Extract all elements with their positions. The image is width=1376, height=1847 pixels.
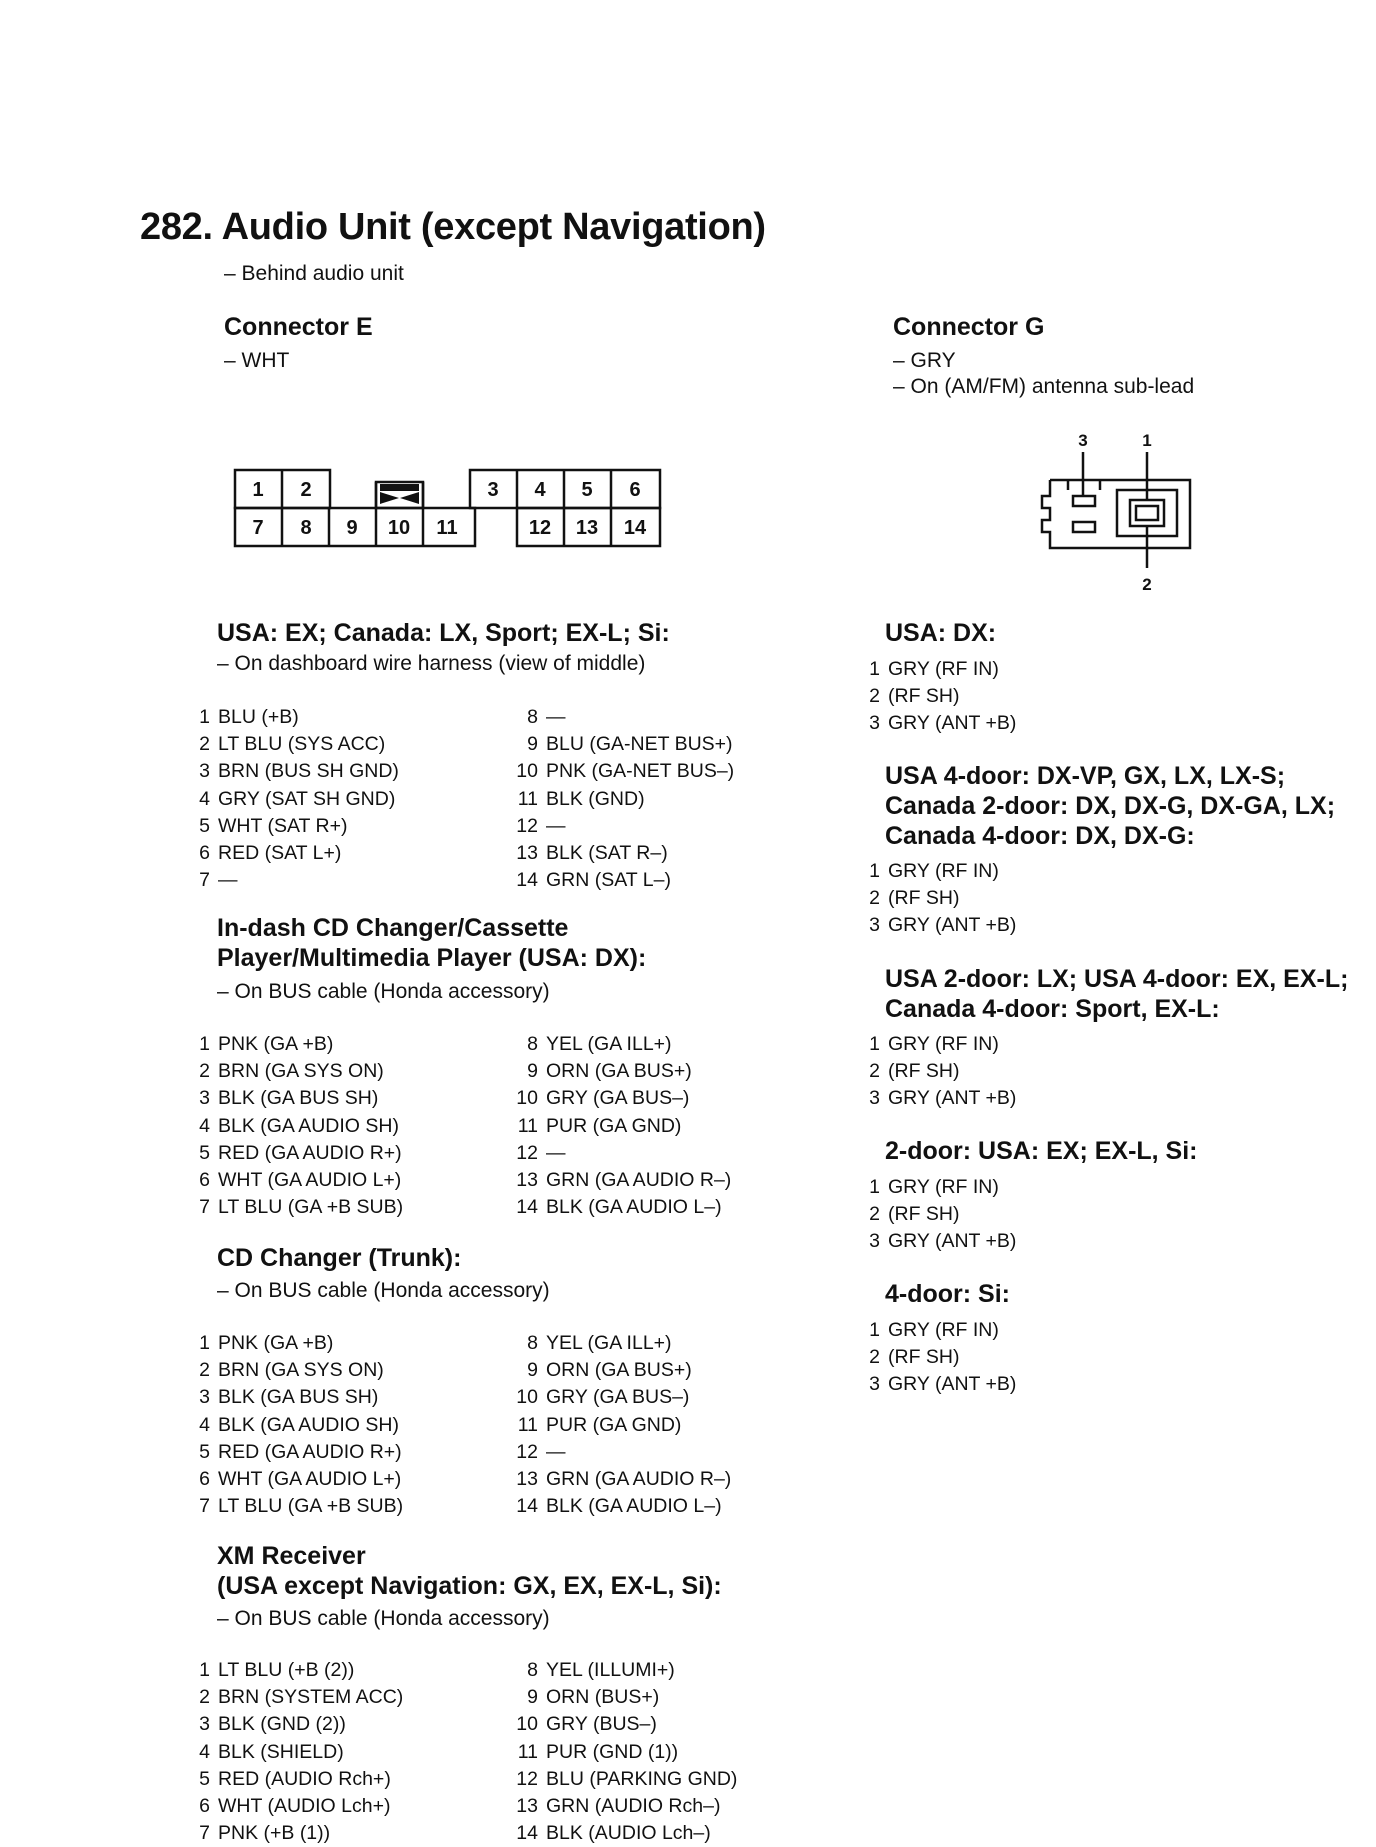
connector-e-pin-9: 9 bbox=[346, 517, 358, 539]
pin-number: 12 bbox=[516, 814, 538, 837]
pin-number: 4 bbox=[199, 1114, 210, 1137]
pin-number: 1 bbox=[199, 1332, 210, 1354]
pin-list-right bbox=[500, 1031, 731, 1221]
pin-number: 7 bbox=[199, 869, 210, 892]
pin-wire-label: GRY (RF IN) bbox=[888, 658, 999, 680]
pin-number: 11 bbox=[517, 1413, 538, 1436]
section-heading-line: USA: EX; Canada: LX, Sport; EX-L; Si: bbox=[217, 619, 670, 647]
section-heading-line: 4-door: Si: bbox=[885, 1280, 1010, 1308]
pin-wire-label: — bbox=[546, 706, 566, 728]
pin-number: 6 bbox=[199, 1794, 210, 1817]
pin-number: 14 bbox=[516, 869, 538, 892]
pin-wire-label: WHT (GA AUDIO L+) bbox=[218, 1467, 402, 1490]
pin-wire-label: GRY (ANT +B) bbox=[888, 712, 1017, 735]
pin-row bbox=[190, 1493, 403, 1520]
pin-row bbox=[500, 1085, 731, 1112]
pin-row bbox=[190, 813, 399, 840]
pin-row bbox=[500, 786, 734, 813]
pin-row bbox=[500, 1031, 731, 1058]
pin-wire-label: BLK (AUDIO Lch–) bbox=[546, 1822, 711, 1845]
pin-wire-label: PNK (GA +B) bbox=[218, 1033, 334, 1055]
pin-row bbox=[190, 867, 399, 894]
pin-wire-label: — bbox=[546, 1440, 566, 1463]
pin-row bbox=[190, 1167, 403, 1194]
pin-row bbox=[500, 1439, 731, 1466]
section-2door-usa-ex-heading bbox=[885, 1136, 1198, 1166]
pin-number: 2 bbox=[869, 887, 880, 910]
pin-wire-label: ORN (GA BUS+) bbox=[546, 1359, 692, 1382]
pin-row bbox=[860, 1085, 1016, 1112]
pin-row bbox=[860, 683, 1016, 710]
pin-list-g bbox=[860, 858, 1016, 940]
pin-number: 3 bbox=[869, 1087, 880, 1110]
pin-number: 7 bbox=[199, 1495, 210, 1518]
pin-row bbox=[860, 858, 1016, 885]
pin-list-left bbox=[190, 1330, 403, 1520]
pin-number: 3 bbox=[199, 1713, 210, 1736]
pin-row bbox=[500, 1167, 731, 1194]
section-heading-line: 2-door: USA: EX; EX-L, Si: bbox=[885, 1137, 1198, 1165]
section-usa-4door-dxvp-heading bbox=[885, 761, 1335, 851]
connector-e-pin-10: 10 bbox=[387, 517, 411, 539]
pin-number: 10 bbox=[516, 760, 538, 783]
pin-number: 2 bbox=[869, 1060, 880, 1083]
pin-number: 13 bbox=[516, 1794, 538, 1817]
pin-wire-label: GRN (SAT L–) bbox=[546, 869, 671, 892]
pin-row bbox=[190, 1330, 403, 1357]
pin-row bbox=[860, 1201, 1016, 1228]
section-heading-line: (USA except Navigation: GX, EX, EX-L, Si): bbox=[217, 1572, 722, 1600]
pin-number: 1 bbox=[199, 1033, 210, 1055]
pin-row bbox=[190, 1058, 403, 1085]
connector-e-pin-12: 12 bbox=[528, 517, 552, 539]
pin-row bbox=[860, 1317, 1016, 1344]
pin-row bbox=[500, 1820, 737, 1847]
pin-wire-label: BLK (SHIELD) bbox=[218, 1740, 344, 1763]
section-usa-dx-heading bbox=[885, 618, 996, 648]
location-note: – Behind audio unit bbox=[224, 262, 404, 285]
pin-wire-label: GRY (ANT +B) bbox=[888, 1087, 1017, 1110]
pin-number: 11 bbox=[517, 1740, 538, 1763]
pin-row bbox=[190, 1657, 403, 1684]
pin-row bbox=[190, 1113, 403, 1140]
connector-e-pin-3: 3 bbox=[487, 479, 499, 501]
pin-row bbox=[500, 731, 734, 758]
pin-row bbox=[190, 731, 399, 758]
section-heading-line: USA 2-door: LX; USA 4-door: EX, EX-L; bbox=[885, 965, 1349, 993]
pin-wire-label: BRN (SYSTEM ACC) bbox=[218, 1686, 404, 1709]
pin-number: 10 bbox=[516, 1386, 538, 1409]
pin-wire-label: LT BLU (+B (2)) bbox=[218, 1659, 355, 1681]
pin-list-g bbox=[860, 1174, 1016, 1256]
section-xm-receiver-note: – On BUS cable (Honda accessory) bbox=[217, 1607, 550, 1630]
pin-wire-label: BLU (PARKING GND) bbox=[546, 1767, 738, 1790]
connector-e-pin-11: 11 bbox=[436, 517, 458, 539]
pin-wire-label: PUR (GA GND) bbox=[546, 1413, 682, 1436]
pin-wire-label: GRN (GA AUDIO R–) bbox=[546, 1168, 732, 1191]
pin-row bbox=[190, 1820, 403, 1847]
pin-row bbox=[500, 1357, 731, 1384]
pin-list-g bbox=[860, 1317, 1016, 1399]
pin-wire-label: BRN (GA SYS ON) bbox=[218, 1359, 384, 1382]
pin-list-right bbox=[500, 704, 734, 894]
pin-wire-label: BRN (GA SYS ON) bbox=[218, 1060, 384, 1083]
pin-wire-label: (RF SH) bbox=[888, 1060, 960, 1083]
pin-number: 3 bbox=[199, 1386, 210, 1409]
pin-wire-label: — bbox=[546, 814, 566, 837]
pin-number: 3 bbox=[869, 1230, 880, 1253]
section-heading-line: Canada 2-door: DX, DX-G, DX-GA, LX; bbox=[885, 792, 1336, 820]
section-heading-line: XM Receiver bbox=[217, 1542, 366, 1570]
pin-wire-label: BLK (GA AUDIO L–) bbox=[546, 1196, 722, 1219]
pin-row bbox=[500, 840, 734, 867]
pin-number: 1 bbox=[869, 658, 880, 680]
pin-row bbox=[190, 1466, 403, 1493]
connector-e-diagram bbox=[230, 462, 670, 552]
section-heading-line: USA 4-door: DX-VP, GX, LX, LX-S; bbox=[885, 762, 1286, 790]
connector-e-pin-8: 8 bbox=[300, 517, 312, 539]
pin-row bbox=[500, 1739, 737, 1766]
pin-wire-label: BLK (GND (2)) bbox=[218, 1713, 346, 1736]
pin-number: 8 bbox=[527, 706, 538, 728]
connector-g-color: – GRY bbox=[893, 349, 956, 372]
pin-wire-label: (RF SH) bbox=[888, 1203, 960, 1226]
pin-number: 5 bbox=[199, 1141, 210, 1164]
pin-row bbox=[860, 1344, 1016, 1371]
connector-g-pin-2: 2 bbox=[1142, 575, 1152, 594]
pin-number: 3 bbox=[199, 1087, 210, 1110]
pin-row bbox=[500, 867, 734, 894]
pin-number: 14 bbox=[516, 1196, 538, 1219]
pin-number: 3 bbox=[869, 1373, 880, 1396]
pin-row bbox=[190, 1793, 403, 1820]
pin-number: 1 bbox=[199, 706, 210, 728]
pin-wire-label: GRY (ANT +B) bbox=[888, 1373, 1017, 1396]
pin-row bbox=[190, 1711, 403, 1738]
pin-row bbox=[500, 1113, 731, 1140]
pin-row bbox=[860, 1031, 1016, 1058]
pin-number: 4 bbox=[199, 1740, 210, 1763]
pin-list-left bbox=[190, 1657, 403, 1847]
pin-row bbox=[500, 1793, 737, 1820]
pin-number: 2 bbox=[869, 685, 880, 708]
pin-list-g bbox=[860, 1031, 1016, 1113]
pin-row bbox=[190, 840, 399, 867]
page-title: 282. Audio Unit (except Navigation) bbox=[140, 206, 766, 248]
section-heading-line: USA: DX: bbox=[885, 619, 997, 647]
pin-row bbox=[190, 1412, 403, 1439]
pin-row bbox=[190, 758, 399, 785]
section-in-dash-cd-heading bbox=[217, 913, 646, 973]
pin-number: 12 bbox=[516, 1141, 538, 1164]
connector-g-location: – On (AM/FM) antenna sub-lead bbox=[893, 375, 1195, 398]
pin-list-right bbox=[500, 1657, 737, 1847]
pin-row bbox=[500, 1058, 731, 1085]
connector-g-pin-1: 1 bbox=[1142, 432, 1152, 450]
pin-row bbox=[500, 1412, 731, 1439]
pin-number: 10 bbox=[516, 1713, 538, 1736]
section-heading-line: CD Changer (Trunk): bbox=[217, 1244, 462, 1272]
pin-wire-label: LT BLU (GA +B SUB) bbox=[218, 1196, 404, 1219]
pin-number: 4 bbox=[199, 787, 210, 810]
pin-number: 13 bbox=[516, 1467, 538, 1490]
pin-wire-label: YEL (GA ILL+) bbox=[546, 1033, 672, 1055]
pin-wire-label: GRN (AUDIO Rch–) bbox=[546, 1794, 721, 1817]
pin-number: 5 bbox=[199, 814, 210, 837]
pin-number: 2 bbox=[869, 1203, 880, 1226]
pin-number: 5 bbox=[199, 1767, 210, 1790]
pin-row bbox=[500, 1657, 737, 1684]
pin-wire-label: BLK (GA AUDIO SH) bbox=[218, 1413, 399, 1436]
pin-number: 9 bbox=[527, 733, 538, 756]
pin-number: 9 bbox=[527, 1060, 538, 1083]
pin-number: 6 bbox=[199, 1168, 210, 1191]
pin-number: 6 bbox=[199, 841, 210, 864]
pin-wire-label: RED (GA AUDIO R+) bbox=[218, 1440, 402, 1463]
pin-wire-label: YEL (ILLUMI+) bbox=[546, 1659, 675, 1681]
pin-wire-label: PNK (GA +B) bbox=[218, 1332, 334, 1354]
pin-number: 2 bbox=[869, 1346, 880, 1369]
pin-number: 2 bbox=[199, 1686, 210, 1709]
pin-number: 8 bbox=[527, 1033, 538, 1055]
connector-e-pin-6: 6 bbox=[629, 479, 641, 501]
pin-number: 8 bbox=[527, 1332, 538, 1354]
pin-wire-label: PUR (GND (1)) bbox=[546, 1740, 679, 1763]
pin-wire-label: (RF SH) bbox=[888, 887, 960, 910]
pin-row bbox=[190, 1766, 403, 1793]
pin-wire-label: GRY (ANT +B) bbox=[888, 914, 1017, 937]
pin-row bbox=[190, 1357, 403, 1384]
pin-wire-label: ORN (GA BUS+) bbox=[546, 1060, 692, 1083]
pin-number: 1 bbox=[869, 860, 880, 882]
pin-number: 9 bbox=[527, 1686, 538, 1709]
pin-number: 9 bbox=[527, 1359, 538, 1382]
pin-number: 1 bbox=[869, 1033, 880, 1055]
pin-wire-label: RED (AUDIO Rch+) bbox=[218, 1767, 391, 1790]
pin-wire-label: GRY (RF IN) bbox=[888, 1319, 999, 1341]
pin-wire-label: BRN (BUS SH GND) bbox=[218, 760, 399, 783]
section-usa-2door-lx-heading bbox=[885, 964, 1348, 1024]
connector-e-pin-5: 5 bbox=[581, 479, 593, 501]
connector-g-title: Connector G bbox=[893, 313, 1045, 341]
pin-number: 2 bbox=[199, 733, 210, 756]
section-heading-line: In-dash CD Changer/Cassette bbox=[217, 914, 569, 942]
pin-wire-label: GRY (GA BUS–) bbox=[546, 1087, 690, 1110]
pin-row bbox=[190, 1140, 403, 1167]
pin-number: 3 bbox=[199, 760, 210, 783]
connector-e-pin-14: 14 bbox=[623, 517, 647, 539]
pin-row bbox=[860, 885, 1016, 912]
connector-e-title: Connector E bbox=[224, 313, 373, 341]
section-in-dash-cd-note: – On BUS cable (Honda accessory) bbox=[217, 980, 550, 1003]
pin-row bbox=[860, 912, 1016, 939]
pin-row bbox=[190, 1194, 403, 1221]
pin-row bbox=[190, 1085, 403, 1112]
pin-wire-label: GRY (SAT SH GND) bbox=[218, 787, 396, 810]
pin-wire-label: BLK (GA AUDIO SH) bbox=[218, 1114, 399, 1137]
section-cd-changer-trunk-note: – On BUS cable (Honda accessory) bbox=[217, 1279, 550, 1302]
pin-wire-label: PNK (GA-NET BUS–) bbox=[546, 760, 735, 783]
pin-row bbox=[190, 1031, 403, 1058]
pin-wire-label: GRY (RF IN) bbox=[888, 860, 999, 882]
pin-wire-label: BLK (GA AUDIO L–) bbox=[546, 1495, 722, 1518]
pin-row bbox=[190, 786, 399, 813]
pin-wire-label: GRY (ANT +B) bbox=[888, 1230, 1017, 1253]
section-heading-line: Canada 4-door: DX, DX-G: bbox=[885, 822, 1195, 850]
pin-wire-label: GRY (RF IN) bbox=[888, 1176, 999, 1198]
pin-wire-label: WHT (SAT R+) bbox=[218, 814, 348, 837]
pin-wire-label: BLU (+B) bbox=[218, 706, 299, 728]
connector-e-color: – WHT bbox=[224, 349, 290, 372]
section-usa-ex-heading bbox=[217, 618, 670, 648]
pin-row bbox=[190, 1739, 403, 1766]
pin-number: 1 bbox=[869, 1176, 880, 1198]
connector-e-pin-13: 13 bbox=[575, 517, 599, 539]
pin-wire-label: BLK (GA BUS SH) bbox=[218, 1386, 379, 1409]
pin-number: 12 bbox=[516, 1440, 538, 1463]
pin-wire-label: YEL (GA ILL+) bbox=[546, 1332, 672, 1354]
pin-row bbox=[500, 813, 734, 840]
pin-number: 12 bbox=[516, 1767, 538, 1790]
pin-number: 13 bbox=[516, 841, 538, 864]
pin-list-right bbox=[500, 1330, 731, 1520]
pin-row bbox=[500, 1140, 731, 1167]
pin-row bbox=[860, 710, 1016, 737]
pin-row bbox=[190, 704, 399, 731]
pin-row bbox=[860, 656, 1016, 683]
pin-number: 13 bbox=[516, 1168, 538, 1191]
pin-wire-label: BLK (GA BUS SH) bbox=[218, 1087, 379, 1110]
connector-g-diagram bbox=[1030, 432, 1210, 602]
pin-row bbox=[190, 1384, 403, 1411]
pin-number: 2 bbox=[199, 1060, 210, 1083]
pin-number: 3 bbox=[869, 914, 880, 937]
pin-wire-label: GRY (GA BUS–) bbox=[546, 1386, 690, 1409]
connector-e-pin-4: 4 bbox=[534, 479, 546, 501]
pin-wire-label: PUR (GA GND) bbox=[546, 1114, 682, 1137]
section-xm-receiver-heading bbox=[217, 1541, 722, 1601]
section-cd-changer-trunk-heading bbox=[217, 1243, 461, 1273]
pin-row bbox=[500, 1466, 731, 1493]
pin-list-left bbox=[190, 704, 399, 894]
pin-row bbox=[500, 1711, 737, 1738]
pin-wire-label: — bbox=[218, 869, 238, 892]
pin-number: 11 bbox=[517, 787, 538, 810]
pin-row bbox=[500, 1330, 731, 1357]
pin-row bbox=[500, 1684, 737, 1711]
pin-row bbox=[500, 1194, 731, 1221]
pin-row bbox=[860, 1371, 1016, 1398]
pin-number: 3 bbox=[869, 712, 880, 735]
pin-list-g bbox=[860, 656, 1016, 738]
section-heading-line: Player/Multimedia Player (USA: DX): bbox=[217, 944, 647, 972]
pin-wire-label: RED (SAT L+) bbox=[218, 841, 342, 864]
pin-number: 1 bbox=[869, 1319, 880, 1341]
pin-wire-label: BLK (SAT R–) bbox=[546, 841, 668, 864]
pin-row bbox=[190, 1439, 403, 1466]
pin-number: 1 bbox=[199, 1659, 210, 1681]
connector-e-pin-1: 1 bbox=[252, 479, 264, 501]
pin-wire-label: GRY (BUS–) bbox=[546, 1713, 657, 1736]
pin-number: 7 bbox=[199, 1196, 210, 1219]
pin-wire-label: (RF SH) bbox=[888, 685, 960, 708]
pin-number: 14 bbox=[516, 1495, 538, 1518]
pin-row bbox=[860, 1174, 1016, 1201]
pin-wire-label: GRN (GA AUDIO R–) bbox=[546, 1467, 732, 1490]
connector-g-pin-3: 3 bbox=[1078, 432, 1088, 450]
pin-row bbox=[860, 1228, 1016, 1255]
section-4door-si-heading bbox=[885, 1279, 1010, 1309]
pin-number: 14 bbox=[516, 1822, 538, 1845]
pin-number: 5 bbox=[199, 1440, 210, 1463]
pin-row bbox=[500, 758, 734, 785]
pin-number: 7 bbox=[199, 1822, 210, 1845]
pin-row bbox=[500, 1384, 731, 1411]
pin-wire-label: LT BLU (SYS ACC) bbox=[218, 733, 386, 756]
pin-wire-label: RED (GA AUDIO R+) bbox=[218, 1141, 402, 1164]
pin-wire-label: BLK (GND) bbox=[546, 787, 645, 810]
pin-number: 2 bbox=[199, 1359, 210, 1382]
section-usa-ex-note: – On dashboard wire harness (view of middle) bbox=[217, 652, 646, 675]
section-heading-line: Canada 4-door: Sport, EX-L: bbox=[885, 995, 1220, 1023]
pin-wire-label: BLU (GA-NET BUS+) bbox=[546, 733, 733, 756]
pin-number: 10 bbox=[516, 1087, 538, 1110]
pin-wire-label: PNK (+B (1)) bbox=[218, 1822, 331, 1845]
pin-row bbox=[190, 1684, 403, 1711]
pin-row bbox=[500, 704, 734, 731]
pin-wire-label: LT BLU (GA +B SUB) bbox=[218, 1495, 404, 1518]
pin-wire-label: WHT (GA AUDIO L+) bbox=[218, 1168, 402, 1191]
pin-wire-label: ORN (BUS+) bbox=[546, 1686, 660, 1709]
connector-e-pin-2: 2 bbox=[300, 479, 312, 501]
pin-wire-label: — bbox=[546, 1141, 566, 1164]
pin-number: 11 bbox=[517, 1114, 538, 1137]
pin-row bbox=[500, 1493, 731, 1520]
pin-row bbox=[500, 1766, 737, 1793]
pin-number: 8 bbox=[527, 1659, 538, 1681]
pin-wire-label: WHT (AUDIO Lch+) bbox=[218, 1794, 391, 1817]
pin-number: 4 bbox=[199, 1413, 210, 1436]
pin-wire-label: (RF SH) bbox=[888, 1346, 960, 1369]
pin-row bbox=[860, 1058, 1016, 1085]
pin-list-left bbox=[190, 1031, 403, 1221]
pin-wire-label: GRY (RF IN) bbox=[888, 1033, 999, 1055]
pin-number: 6 bbox=[199, 1467, 210, 1490]
connector-e-pin-7: 7 bbox=[252, 517, 264, 539]
